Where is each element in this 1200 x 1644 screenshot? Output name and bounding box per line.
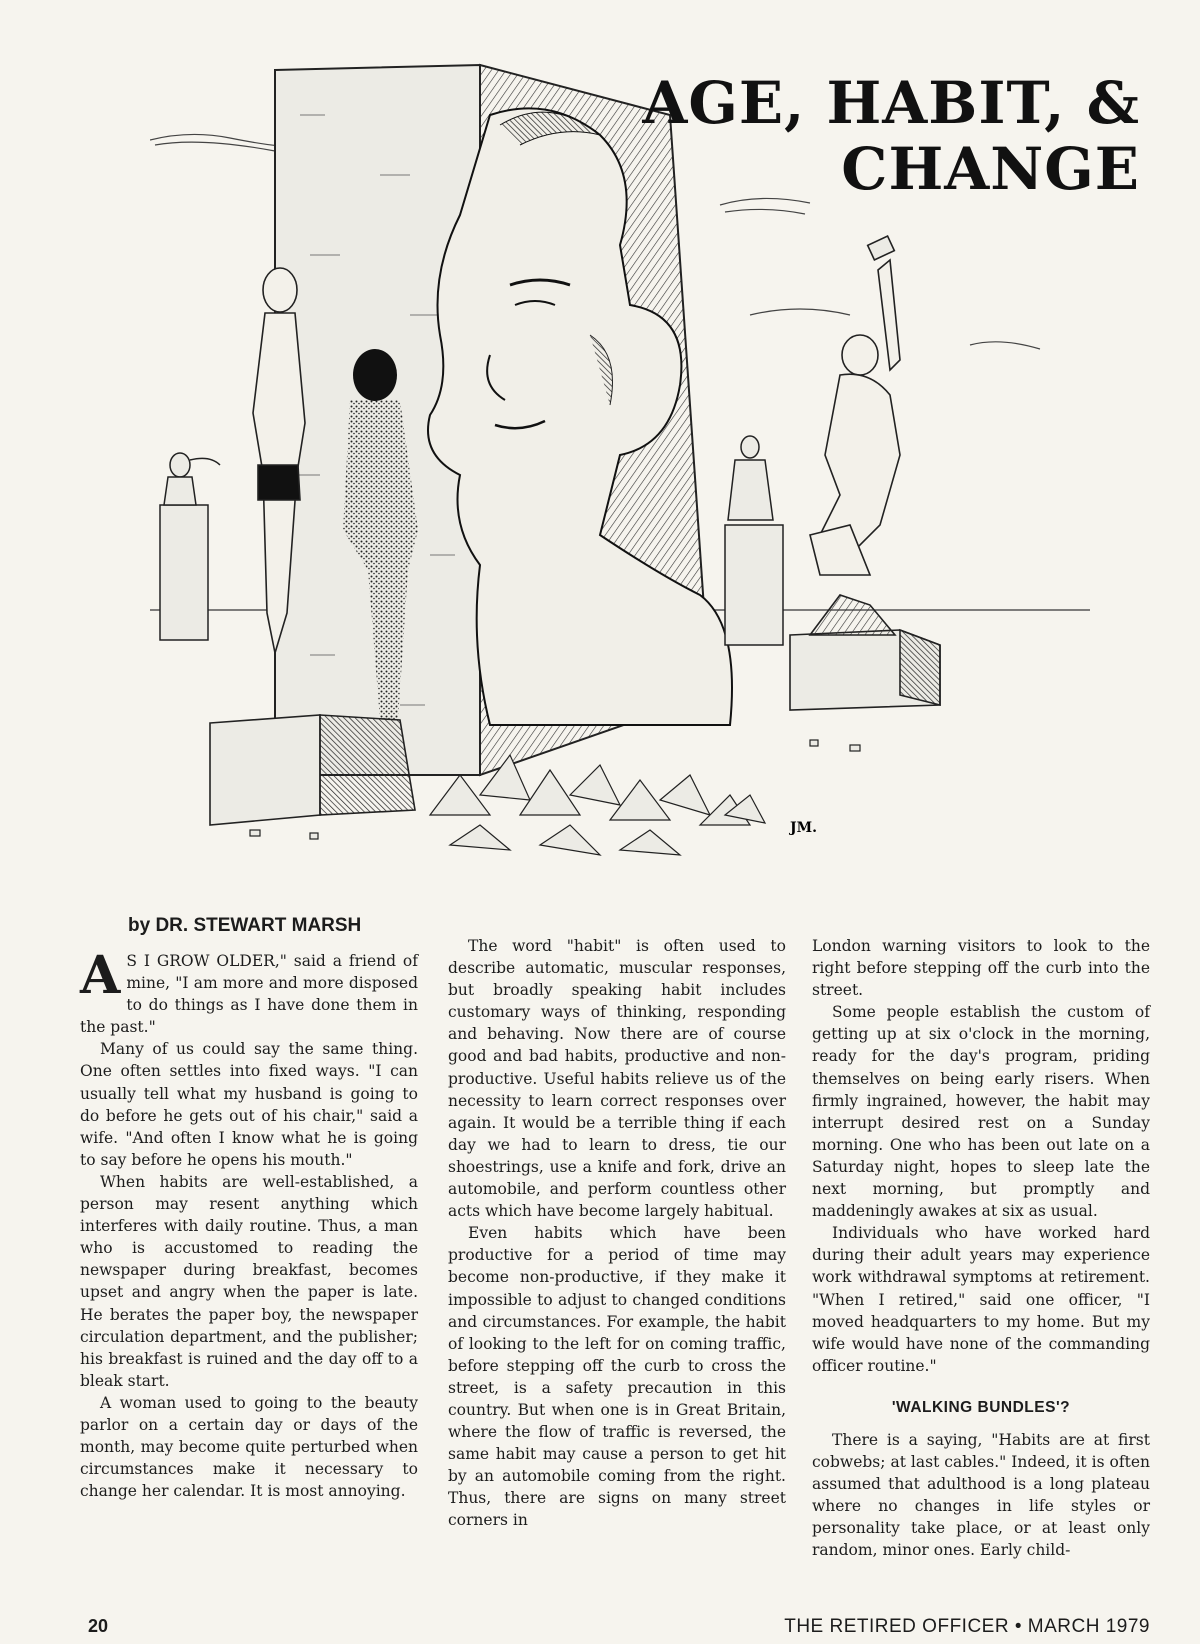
right-pedestal-statue (725, 436, 783, 645)
paragraph: The word "habit" is often used to describe automatic, muscular responses, but broadly speaking habit includes customary ways of thinking, responding and behaving. Now there are of course good and bad habits, productive and non-productive. Useful habits relieve us of the necessity to learn correct responses over again. It would be a terrible thing if each day we had to learn to dress, tie our shoestrings, use a knife and fork, drive an automobile, and perform countless other acts which have become largely habitual. (448, 937, 786, 1221)
page-number: 20 (88, 1616, 109, 1636)
column-1 (80, 945, 418, 1502)
paragraph (80, 945, 418, 1038)
section-subhead: 'WALKING BUNDLES'? (891, 1398, 1071, 1416)
column-3 (812, 935, 1150, 1562)
sculptor-block (790, 595, 940, 710)
left-pedestal-statue (160, 453, 220, 640)
paragraph: Many of us could say the same thing. One often settles into fixed ways. "I can usually tell what my husband is going to do before he gets out of his chair," said a wife. "And often I know what he is going to say before he opens his mouth." (80, 1040, 418, 1169)
paragraph: Even habits which have been productive for a period of time may become non-productive, if they make it impossible to adjust to changed conditions and circumstances. For example, the habit of looking to the left for on coming traffic, before stepping off the curb to cross the street, is a safety precaution in this country. But when one is in Great Britain, where the flow of traffic is reversed, the same habit may cause a person to get hit by an automobile coming from the right. Thus, there are signs on many street corners in (448, 1224, 786, 1530)
paragraph: Individuals who have worked hard during their adult years may experience work withdrawal symptoms at retirement. "When I retired," said one officer, "I moved headquarters to my home. But my wife would have none of the commanding officer routine." (812, 1224, 1150, 1375)
paragraph: Some people establish the custom of getting up at six o'clock in the morning, ready for the day's program, priding themselves on being early risers. When firmly ingrained, however, the habit may interrupt desired rest on a Sunday morning. One who has been out late on a Saturday night, hopes to sleep late the next morning, but promptly and maddeningly awakes at six as usual. (812, 1003, 1150, 1221)
paragraph: London warning visitors to look to the right before stepping off the curb into the street. (812, 937, 1150, 1000)
paragraph: When habits are well-established, a person may resent anything which interferes with daily routine. Thus, a man who is accustomed to reading the newspaper during breakfast, becomes upset and angry when the paper is late. He berates the paper boy, the newspaper circulation department, and the publisher; his breakfast is ruined and the day off to a bleak start. (80, 1172, 418, 1390)
column-2 (448, 935, 786, 1532)
base-block (210, 715, 415, 825)
article-title (640, 70, 1140, 202)
byline: by DR. STEWART MARSH (128, 915, 362, 936)
sculptor-figure (810, 236, 900, 575)
title-line-2: CHANGE (841, 135, 1140, 203)
drop-cap: A (80, 945, 121, 1006)
paragraph-text: S I GROW OLDER," said a friend of mine, "I am more and more disposed to do things as I have done them in the past." (80, 952, 418, 1037)
paragraph: There is a saying, "Habits are at first cobwebs; at last cables." Indeed, it is often assumed that adulthood is a long plateau where no changes in life styles or personality take place, or at least only random, minor ones. Early child- (812, 1430, 1150, 1560)
publication-footer: THE RETIRED OFFICER • MARCH 1979 (784, 1616, 1150, 1637)
title-line-1: AGE, HABIT, & (642, 69, 1140, 137)
illustration-signature: JM. (790, 820, 817, 836)
paragraph: A woman used to going to the beauty parlor on a certain day or days of the month, may become quite perturbed when circumstances make it necessary to change her calendar. It is most annoying. (80, 1393, 418, 1501)
